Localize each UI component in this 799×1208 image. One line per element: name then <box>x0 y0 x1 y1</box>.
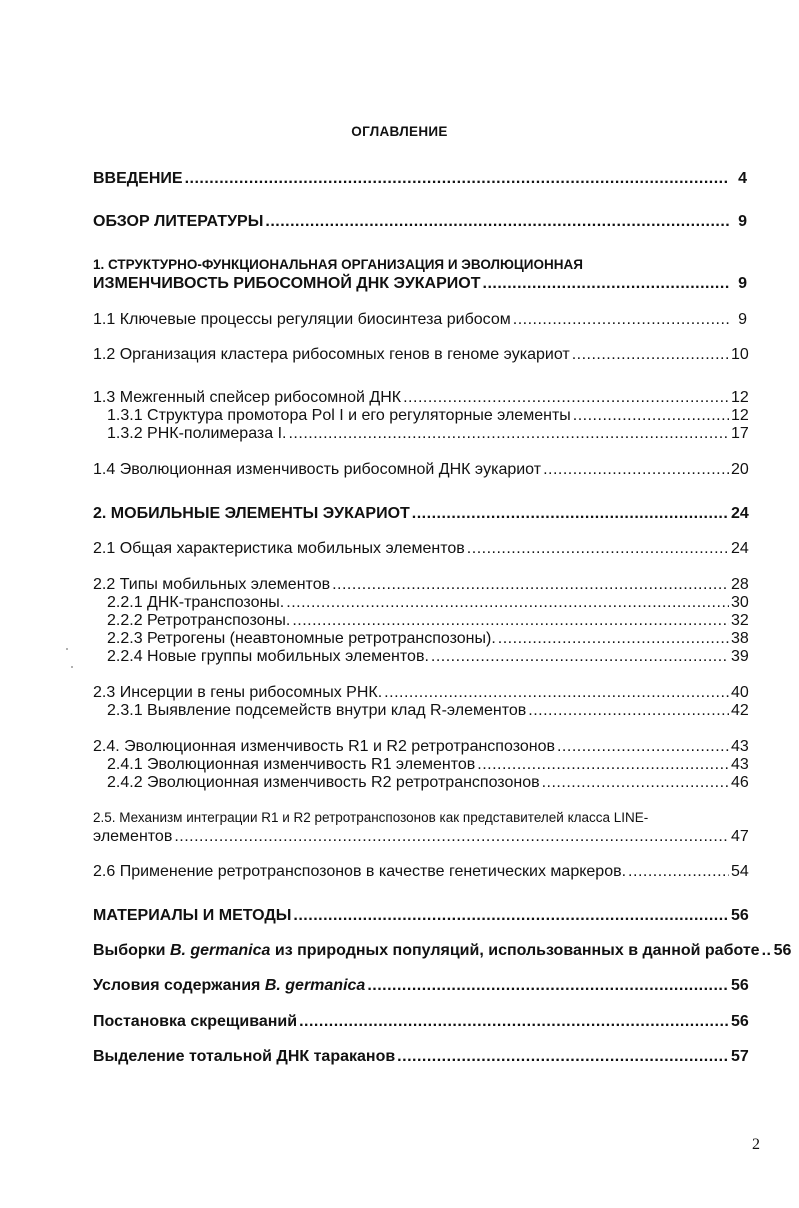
toc-entry-page: 56 <box>731 1013 749 1030</box>
toc-entry-text: 1.3 Межгенный спейсер рибосомной ДНК <box>93 389 402 406</box>
toc-leader-dots <box>557 738 729 756</box>
toc-entry-page: 24 <box>731 540 749 557</box>
toc-entry[interactable] <box>107 774 747 792</box>
toc-entry-text: 2. МОБИЛЬНЫЕ ЭЛЕМЕНТЫ ЭУКАРИОТ <box>93 505 410 522</box>
toc-entry-page: 54 <box>731 863 749 880</box>
scan-speck <box>66 648 68 650</box>
toc-entry-page: 24 <box>731 505 749 522</box>
toc-leader-dots <box>286 594 729 612</box>
toc-entry-page: 43 <box>731 738 749 755</box>
toc-entry[interactable] <box>107 756 747 774</box>
toc-entry-page: 43 <box>731 756 749 773</box>
toc-leader-dots <box>288 425 729 443</box>
toc-entry-text-line1: 2.5. Механизм интеграции R1 и R2 ретротранспозонов как представителей класса LINE- <box>93 810 649 825</box>
toc-entry-text: 2.4. Эволюционная изменчивость R1 и R2 ретротранспозонов <box>93 738 555 755</box>
toc-leader-dots <box>543 461 729 479</box>
toc-entry-page: 30 <box>731 594 749 611</box>
toc-entry-text: элементов <box>93 828 173 845</box>
toc-entry-page: 39 <box>731 648 749 665</box>
toc-entry-text: ВВЕДЕНИЕ <box>93 170 183 187</box>
toc-entry[interactable] <box>93 828 747 846</box>
toc-entry-page: 10 <box>731 346 749 363</box>
toc-entry[interactable] <box>93 977 747 995</box>
toc-leader-dots <box>628 863 729 881</box>
toc-entry[interactable] <box>93 170 747 188</box>
toc-entry-page: 9 <box>738 311 747 328</box>
toc-entry-text: 2.2 Типы мобильных элементов <box>93 576 331 593</box>
toc-entry[interactable] <box>93 275 747 293</box>
toc-entry-page: 46 <box>731 774 749 791</box>
toc-entry-page: 4 <box>738 170 747 187</box>
species-name: B. germanica <box>169 942 271 959</box>
toc-leader-dots <box>483 275 730 293</box>
toc-entry-page: 56 <box>773 942 792 959</box>
toc-leader-dots <box>498 630 729 648</box>
toc-entry-text: ОБЗОР ЛИТЕРАТУРЫ <box>93 213 264 230</box>
toc-leader-dots <box>265 213 729 231</box>
toc-entry-text: 1.2 Организация кластера рибосомных генов в геноме эукариот <box>93 346 570 363</box>
toc-entry[interactable] <box>93 576 747 594</box>
toc-entry-text: 1.1 Ключевые процессы регуляции биосинтеза рибосом <box>93 311 511 328</box>
toc-entry-text-pre: Условия содержания <box>93 977 265 994</box>
toc-entry-page: 12 <box>731 407 749 424</box>
toc-entry-page: 57 <box>731 1048 749 1065</box>
toc-title: ОГЛАВЛЕНИЕ <box>351 124 448 139</box>
toc-leader-dots <box>762 942 772 960</box>
toc-entry[interactable] <box>93 684 747 702</box>
toc-entry-page: 28 <box>731 576 749 593</box>
toc-entry-page: 9 <box>738 275 747 292</box>
toc-entry-page: 32 <box>731 612 749 629</box>
toc-entry[interactable] <box>93 738 747 756</box>
toc-entry-page: 56 <box>731 907 749 924</box>
toc-leader-dots <box>185 170 729 188</box>
page-number: 2 <box>752 1136 760 1153</box>
toc-leader-dots <box>467 540 729 558</box>
toc-entry[interactable] <box>93 346 747 364</box>
toc-entry-page: 47 <box>731 828 749 845</box>
toc-leader-dots <box>572 346 729 364</box>
toc-entry[interactable] <box>93 942 792 960</box>
toc-entry-page: 40 <box>731 684 749 701</box>
toc-entry[interactable] <box>93 1048 747 1066</box>
toc-entry-text <box>93 942 760 960</box>
toc-entry-text: МАТЕРИАЛЫ И МЕТОДЫ <box>93 907 292 924</box>
toc-entry-text: 2.4.2 Эволюционная изменчивость R2 ретротранспозонов <box>107 774 540 791</box>
toc-leader-dots <box>397 1048 729 1066</box>
toc-entry[interactable] <box>107 630 747 648</box>
toc-leader-dots <box>403 389 729 407</box>
toc-entry[interactable] <box>93 1013 747 1031</box>
toc-entry-text: 1.3.1 Структура промотора Pol I и его регуляторные элементы <box>107 407 571 424</box>
toc-leader-dots <box>513 311 729 329</box>
toc-entry[interactable] <box>107 648 747 666</box>
toc-leader-dots <box>299 1013 729 1031</box>
toc-entry-text: 2.4.1 Эволюционная изменчивость R1 элементов <box>107 756 476 773</box>
toc-entry[interactable] <box>93 389 747 407</box>
toc-entry[interactable] <box>93 461 747 479</box>
toc-entry[interactable] <box>107 612 747 630</box>
scan-speck <box>71 666 73 668</box>
toc-leader-dots <box>412 505 729 523</box>
toc-leader-dots <box>293 907 729 925</box>
toc-leader-dots <box>431 648 729 666</box>
toc-entry[interactable] <box>93 863 747 881</box>
toc-entry-text-pre: Выборки <box>93 942 170 959</box>
toc-entry-text: 2.1 Общая характеристика мобильных элементов <box>93 540 465 557</box>
toc-leader-dots <box>367 977 729 995</box>
toc-entry-text: Постановка скрещиваний <box>93 1013 298 1030</box>
toc-entry[interactable] <box>93 505 747 523</box>
toc-entry-text: 2.2.1 ДНК-транспозоны. <box>107 594 285 611</box>
toc-entry-text: 2.6 Применение ретротранспозонов в качестве генетических маркеров. <box>93 863 627 880</box>
toc-entry-text-post: из природных популяций, использованных в данной работе <box>270 942 760 959</box>
toc-entry[interactable] <box>107 407 747 425</box>
toc-entry-text: 1.4 Эволюционная изменчивость рибосомной ДНК эукариот <box>93 461 542 478</box>
toc-entry[interactable] <box>93 907 747 925</box>
toc-entry-text <box>93 977 365 995</box>
toc-entry-page: 38 <box>731 630 749 647</box>
toc-leader-dots <box>332 576 729 594</box>
toc-entry-text: ИЗМЕНЧИВОСТЬ РИБОСОМНОЙ ДНК ЭУКАРИОТ <box>93 275 481 292</box>
toc-entry-page: 20 <box>731 461 749 478</box>
toc-entry[interactable] <box>93 540 747 558</box>
toc-entry[interactable] <box>107 425 747 443</box>
toc-leader-dots <box>174 828 729 846</box>
toc-entry-page: 9 <box>738 213 747 230</box>
toc-entry-text: Выделение тотальной ДНК тараканов <box>93 1048 396 1065</box>
toc-entry-page: 17 <box>731 425 749 442</box>
toc-leader-dots <box>384 684 729 702</box>
toc-leader-dots <box>477 756 729 774</box>
toc-entry-page: 56 <box>731 977 749 994</box>
toc-entry-text: 2.2.4 Новые группы мобильных элементов. <box>107 648 429 665</box>
toc-entry[interactable] <box>93 213 747 231</box>
toc-entry[interactable] <box>107 594 747 612</box>
toc-leader-dots <box>542 774 729 792</box>
toc-entry-text-line1: 1. СТРУКТУРНО-ФУНКЦИОНАЛЬНАЯ ОРГАНИЗАЦИЯ И ЭВОЛЮЦИОННАЯ <box>93 257 583 272</box>
toc-entry-page: 42 <box>731 702 749 719</box>
toc-entry[interactable] <box>107 702 747 720</box>
toc-entry-page: 12 <box>731 389 749 406</box>
toc-entry-text: 2.3 Инсерции в гены рибосомных РНК. <box>93 684 383 701</box>
toc-leader-dots <box>528 702 729 720</box>
toc-leader-dots <box>573 407 729 425</box>
toc-entry-text: 2.3.1 Выявление подсемейств внутри клад R-элементов <box>107 702 527 719</box>
toc-entry-text: 2.2.2 Ретротранспозоны. <box>107 612 291 629</box>
toc-entry-text: 1.3.2 РНК-полимераза I. <box>107 425 287 442</box>
toc-leader-dots <box>292 612 729 630</box>
toc-entry-text: 2.2.3 Ретрогены (неавтономные ретротранспозоны). <box>107 630 496 647</box>
toc-entry[interactable] <box>93 311 747 329</box>
species-name: B. germanica <box>264 977 366 994</box>
